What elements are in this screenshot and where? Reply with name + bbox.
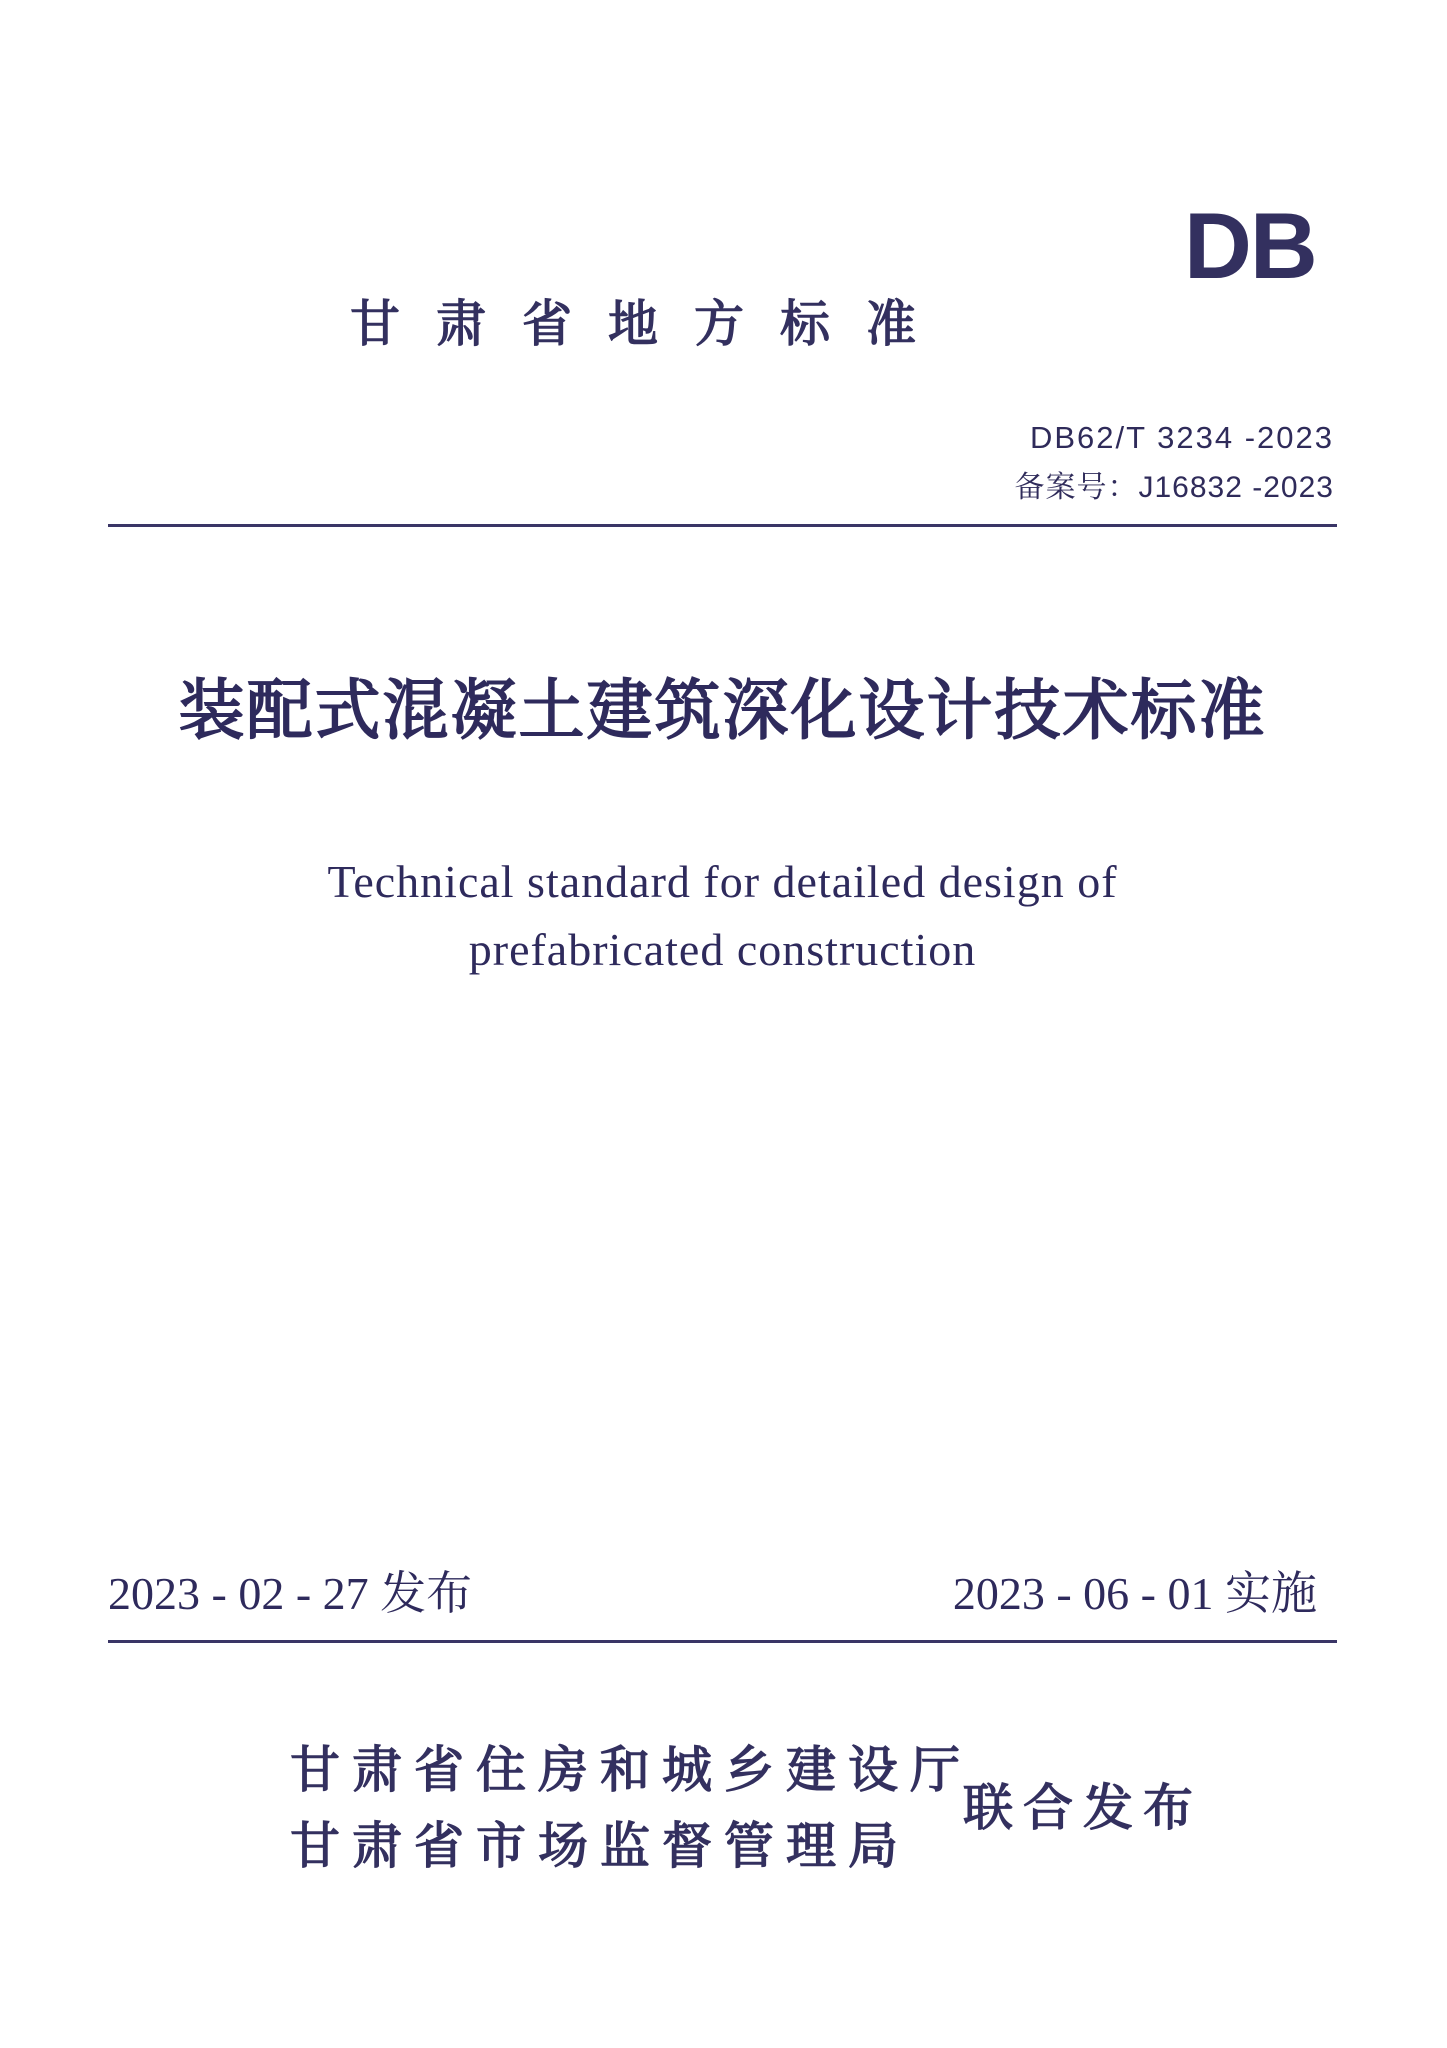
issuer-housing-department: 甘肃省住房和城乡建设厅 bbox=[290, 1741, 972, 1799]
bottom-divider bbox=[108, 1640, 1337, 1643]
issue-date: 2023 - 02 - 27 发布 bbox=[108, 1568, 473, 1619]
top-divider bbox=[108, 524, 1337, 527]
effective-date: 2023 - 06 - 01 实施 bbox=[952, 1568, 1317, 1619]
db-logo: DB bbox=[1184, 193, 1316, 298]
english-title-line-2: prefabricated construction bbox=[468, 924, 977, 975]
record-number: 备案号：J16832 -2023 bbox=[1014, 471, 1334, 504]
standard-number: DB62/T 3234 -2023 bbox=[1029, 420, 1334, 455]
joint-release-label: 联合发布 bbox=[963, 1779, 1203, 1837]
chinese-title: 装配式混凝土建筑深化设计技术标准 bbox=[178, 671, 1267, 749]
issuer-market-regulation: 甘肃省市场监督管理局 bbox=[290, 1817, 910, 1875]
standard-type-heading: 甘肃省地方标准 bbox=[350, 295, 952, 353]
english-title-line-1: Technical standard for detailed design of bbox=[327, 856, 1118, 907]
